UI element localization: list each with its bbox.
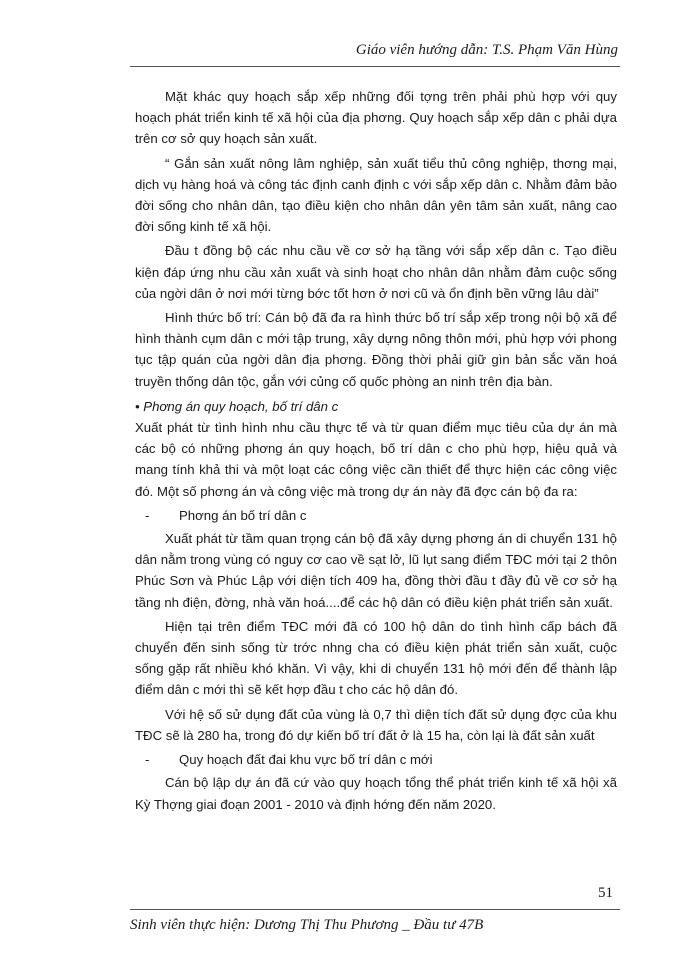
dash-item <box>135 749 617 770</box>
header-rule <box>130 66 620 67</box>
paragraph: Xuất phát từ tình hình nhu cầu thực tế và từ quan điểm mục tiêu của dự án mà các bộ có những phơng án quy hoạch, bố trí dân c cho phù hợp, hiệu quả và mang tính khả thi và một loạt các công việc cần thiết để thực hiện các công việc đó. Một số phơng án và công việc mà trong dự án này đã đợc cán bộ đa ra: <box>135 420 617 499</box>
bullet-icon: • <box>135 398 144 414</box>
paragraph: Với hệ số sử dụng đất của vùng là 0,7 thì diện tích đất sử dụng đợc của khu TĐC sẽ là 280 ha, trong đó dự kiến bố trí đất ở là 15 ha, còn lại là đất sản xuất <box>135 706 617 743</box>
dash-item-text: Quy hoạch đất đai khu vực bố trí dân c mới <box>179 752 433 768</box>
paragraph: Hiện tại trên điểm TĐC mới đã có 100 hộ dân do tình hình cấp bách đã chuyển đến sinh sống từ trớc nhng cha có điều kiện phát triển sản xuất, cuộc sống gặp rất nhiều khó khăn. Vì vậy, khi di chuyển 131 hộ mới đến để thành lập điểm dân c mới thì sẽ kết hợp đầu t cho các hộ dân đó. <box>135 618 617 698</box>
paragraph: Xuất phát từ tầm quan trọng cán bộ đã xây dựng phơng án di chuyển 131 hộ dân nằm trong vùng có nguy cơ cao về sạt lở, lũ lụt sang điểm TĐC mới tại 2 thôn Phúc Sơn và Phúc Lập với diện tích 409 ha, đồng thời đầu t đầy đủ về cơ sở hạ tầng nh điện, đờng, nhà văn hoá....để các hộ dân có điều kiện phát triển sản xuất. <box>135 531 617 610</box>
footer-rule <box>130 909 620 910</box>
bullet-heading <box>135 396 617 417</box>
paragraph: Cán bộ lập dự án đã cứ vào quy hoạch tổng thể phát triển kinh tế xã hội xã Kỳ Thợng giai đoạn 2001 - 2010 và định hớng đến năm 2020. <box>135 775 617 812</box>
dash-icon: - <box>145 507 150 523</box>
bullet-heading-text: Phơng án quy hoạch, bố trí dân c <box>143 398 339 414</box>
paragraph: Mặt khác quy hoạch sắp xếp những đối tợng trên phải phù hợp với quy hoạch phát triển kinh tế xã hội của địa phơng. Quy hoạch sắp xếp dân c phải dựa trên cơ sở quy hoạch sản xuất. <box>135 89 617 147</box>
footer-text: Sinh viên thực hiện: Dương Thị Thu Phương _ Đầu tư 47B <box>130 917 484 933</box>
dash-item-text: Phơng án bố trí dân c <box>179 507 307 523</box>
header-text: Giáo viên hướng dẫn: T.S. Phạm Văn Hùng <box>355 42 618 58</box>
dash-item <box>135 505 617 526</box>
paragraph: Hình thức bố trí: Cán bộ đã đa ra hình thức bố trí sắp xếp trong nội bộ xã để hình thành cụm dân c mới tập trung, xây dựng nông thôn mới, phù hợp với phong tục tập quán của ngời dân địa phơng. Đồng thời phải giữ gìn bản sắc văn hoá truyền thống dân tộc, gắn với củng cố quốc phòng an ninh trên địa bàn. <box>135 310 617 389</box>
page-number: 51 <box>598 885 613 901</box>
document-body <box>135 86 617 818</box>
paragraph: “ Gắn sản xuất nông lâm nghiệp, sản xuất tiểu thủ công nghiệp, thơng mại, dịch vụ hàng hoá và công tác định canh định c với sắp xếp dân c. Nhằm đảm bảo đời sống cho nhân dân, tạo điều kiện cho nhân dân yên tâm sản xuất, nâng cao đời sống kinh tế xã hội. <box>135 155 617 235</box>
paragraph: Đầu t đồng bộ các nhu cầu về cơ sở hạ tầng với sắp xếp dân c. Tạo điều kiện đáp ứng nhu cầu xản xuất và sinh hoạt cho nhân dân nhằm đảm cuộc sống của ngời dân ở nơi mới từng bớc tốt hơn ở nơi cũ và ổn định bền vững lâu dài” <box>135 243 617 301</box>
dash-icon: - <box>145 752 150 768</box>
